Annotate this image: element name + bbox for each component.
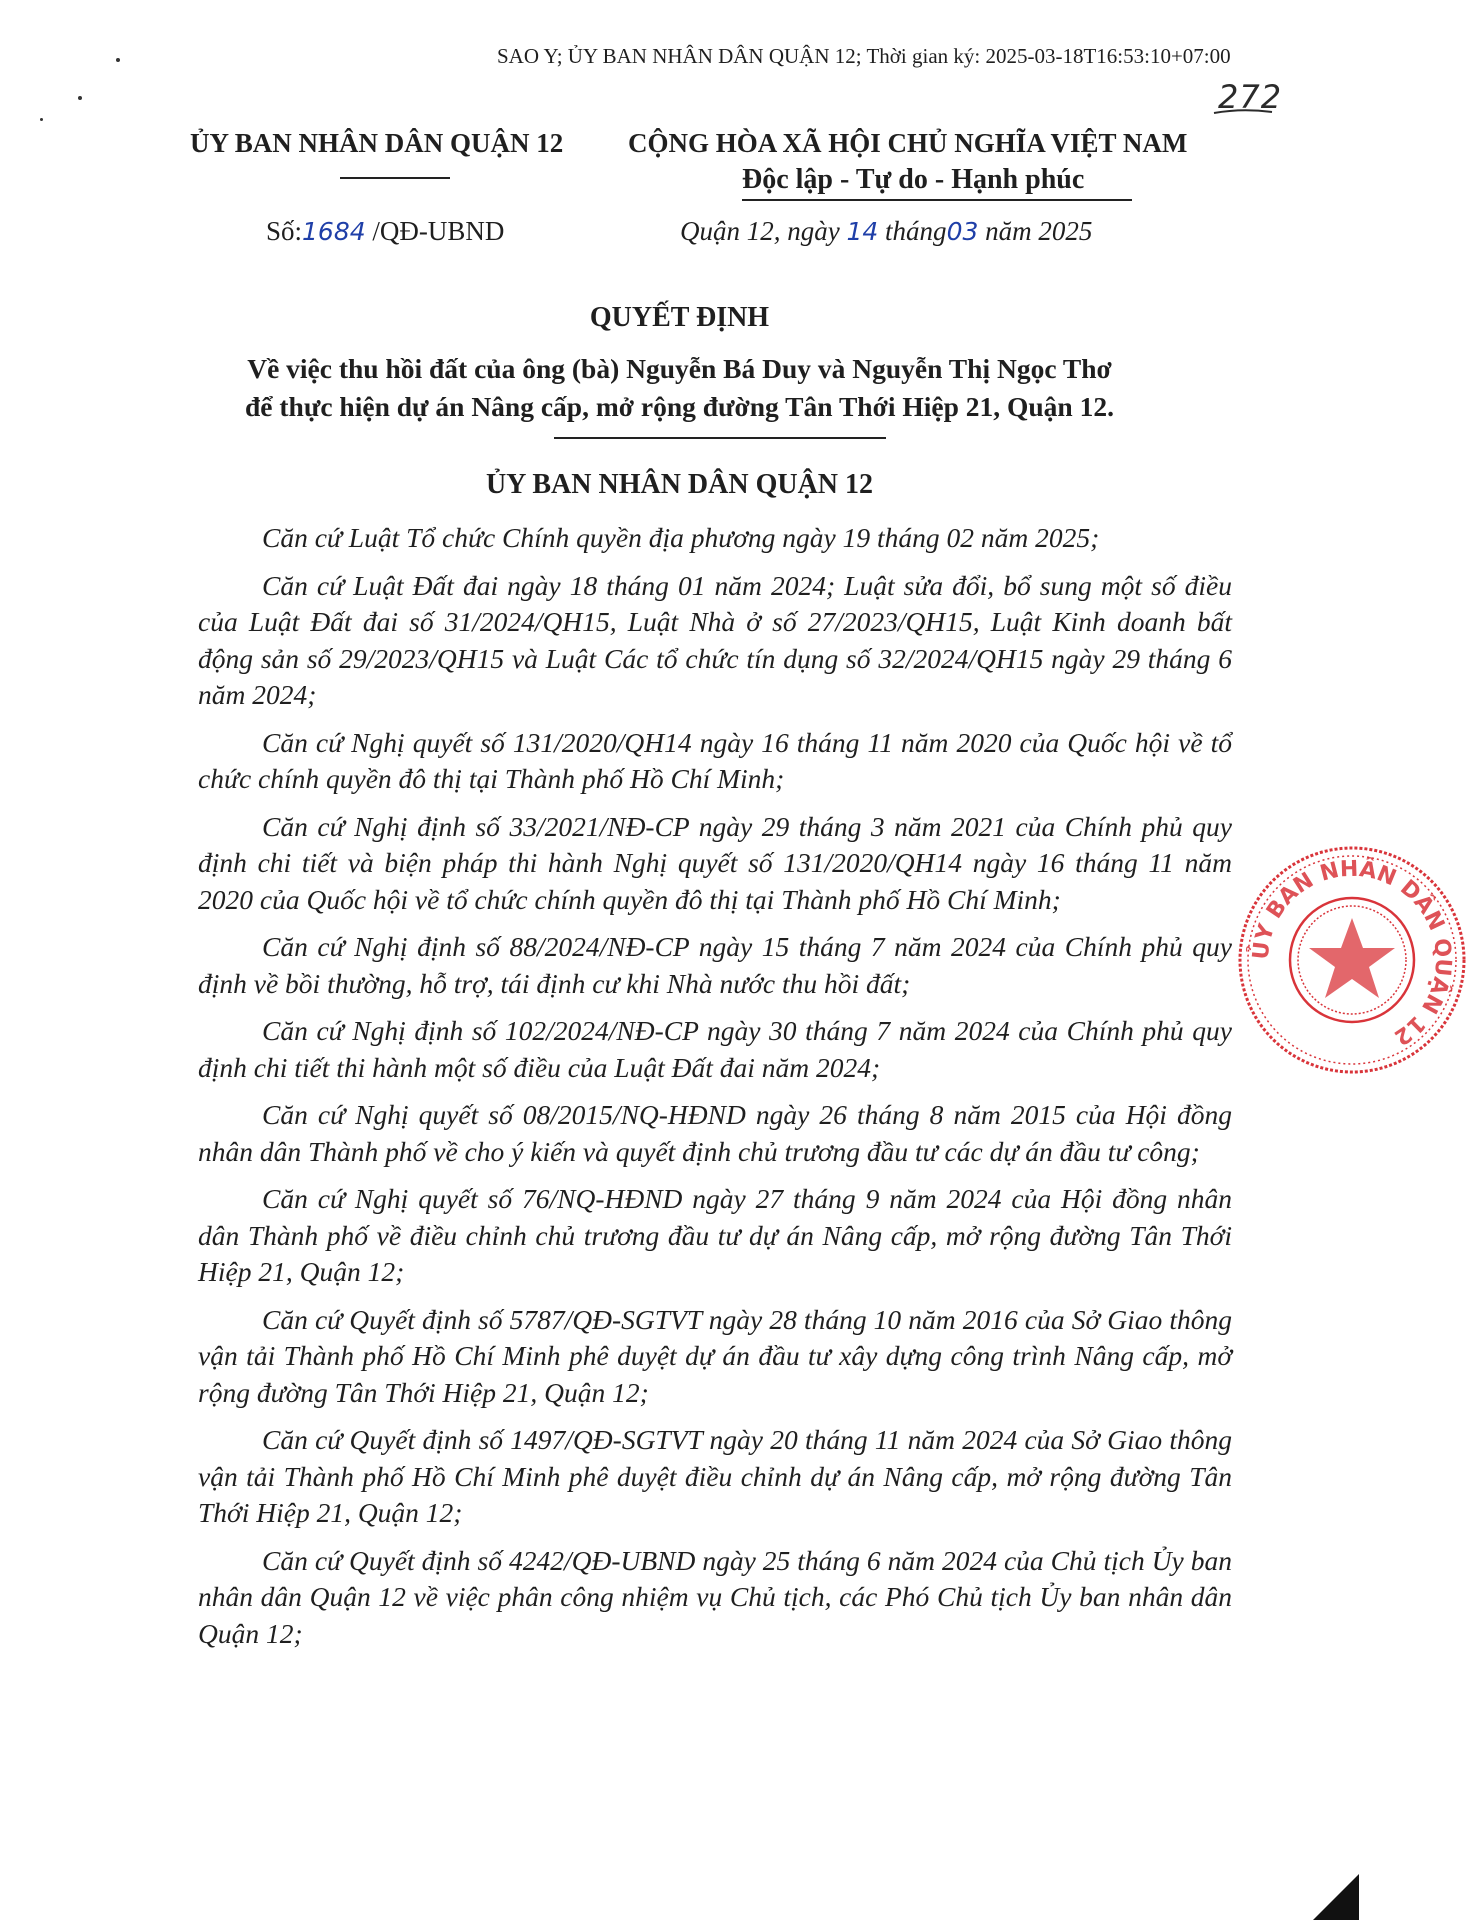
date-year: năm 2025 (985, 216, 1093, 246)
document-number (266, 216, 504, 247)
scan-corner-mark (1313, 1874, 1359, 1920)
page-number-underline (1212, 106, 1274, 116)
doc-number-suffix: /QĐ-UBND (372, 216, 505, 246)
legal-basis: Căn cứ Luật Đất đai ngày 18 tháng 01 năm 2024; Luật sửa đổi, bổ sung một số điều của Luật Đất đai số 31/2024/QH15, Luật Nhà ở số 27/2023/QH15, Luật Kinh doanh bất động sản số 29/2023/QH15 và Luật Các tổ chức tín dụng số 32/2024/QH15 ngày 29 tháng 6 năm 2024; (198, 569, 1232, 710)
motto-underline (742, 199, 1132, 201)
handwritten-page-number: 272 (1218, 78, 1283, 116)
date-month-label: tháng (885, 216, 947, 246)
subject-underline (554, 437, 886, 439)
date-place: Quận 12, ngày (680, 216, 840, 246)
subject-line-1: Về việc thu hồi đất của ông (bà) Nguyễn Bá Duy và Nguyễn Thị Ngọc Thơ (247, 353, 1112, 384)
legal-basis: Căn cứ Nghị quyết số 76/NQ-HĐND ngày 27 tháng 9 năm 2024 của Hội đồng nhân dân Thành phố về điều chỉnh chủ trương đầu tư dự án Nâng cấp, mở rộng đường Tân Thới Hiệp 21, Quận 12; (198, 1183, 1232, 1287)
document-title: QUYẾT ĐỊNH (589, 302, 770, 333)
legal-basis: Căn cứ Quyết định số 5787/QĐ-SGTVT ngày 28 tháng 10 năm 2016 của Sở Giao thông vận tải Thành phố Hồ Chí Minh phê duyệt dự án đầu tư xây dựng công trình Nâng cấp, mở rộng đường Tân Thới Hiệp 21, Quận 12; (198, 1303, 1232, 1408)
date-month-handwritten: 03 (946, 217, 979, 246)
scan-speck (40, 118, 43, 121)
national-motto: Độc lập - Tự do - Hạnh phúc (742, 164, 1085, 195)
subject-line-2: để thực hiện dự án Nâng cấp, mở rộng đường Tân Thới Hiệp 21, Quận 12. (245, 391, 1114, 422)
agency-underline (340, 177, 450, 179)
legal-basis: Căn cứ Nghị quyết số 131/2020/QH14 ngày 16 tháng 11 năm 2020 của Quốc hội về tổ chức chính quyền đô thị tại Thành phố Hồ Chí Minh; (198, 726, 1232, 794)
legal-basis: Căn cứ Quyết định số 1497/QĐ-SGTVT ngày 20 tháng 11 năm 2024 của Sở Giao thông vận tải Thành phố Hồ Chí Minh phê duyệt điều chỉnh dự án Nâng cấp, mở rộng đường Tân Thới Hiệp 21, Quận 12; (198, 1424, 1232, 1528)
legal-bases (198, 520, 1232, 1663)
doc-number-prefix: Số: (266, 216, 303, 246)
legal-basis: Căn cứ Nghị định số 102/2024/NĐ-CP ngày 30 tháng 7 năm 2024 của Chính phủ quy định chi tiết thi hành một số điều của Luật Đất đai năm 2024; (198, 1015, 1232, 1083)
doc-number-handwritten: 1684 (302, 217, 366, 246)
digital-copy-stamp: SAO Y; ỦY BAN NHÂN DÂN QUẬN 12; Thời gian ký: 2025-03-18T16:53:10+07:00 (497, 44, 1231, 68)
scan-speck (116, 58, 120, 62)
place-date-line (680, 216, 1092, 247)
national-title: CỘNG HÒA XÃ HỘI CHỦ NGHĨA VIỆT NAM (628, 128, 1188, 158)
legal-basis: Căn cứ Luật Tổ chức Chính quyền địa phương ngày 19 tháng 02 năm 2025; (262, 522, 1100, 553)
red-seal-icon (1232, 840, 1472, 1080)
issuing-agency: ỦY BAN NHÂN DÂN QUẬN 12 (190, 128, 564, 158)
scan-speck (78, 96, 82, 100)
date-day-handwritten: 14 (846, 217, 879, 246)
legal-basis: Căn cứ Nghị định số 33/2021/NĐ-CP ngày 29 tháng 3 năm 2021 của Chính phủ quy định chi tiết và biện pháp thi hành Nghị quyết số 131/2020/QH14 ngày 16 tháng 11 năm 2020 của Quốc hội về tổ chức chính quyền đô thị tại Thành phố Hồ Chí Minh; (198, 810, 1232, 915)
legal-basis: Căn cứ Quyết định số 4242/QĐ-UBND ngày 25 tháng 6 năm 2024 của Chủ tịch Ủy ban nhân dân Quận 12 về việc phân công nhiệm vụ Chủ tịch, các Phó Chủ tịch Ủy ban nhân dân Quận 12; (198, 1544, 1232, 1649)
legal-basis: Căn cứ Nghị quyết số 08/2015/NQ-HĐND ngày 26 tháng 8 năm 2015 của Hội đồng nhân dân Thành phố về cho ý kiến và quyết định chủ trương đầu tư các dự án đầu tư công; (198, 1099, 1232, 1167)
issuer-heading: ỦY BAN NHÂN DÂN QUẬN 12 (485, 469, 874, 500)
seal-text: ỦY BAN NHÂN DÂN QUẬN 12 (1248, 856, 1456, 1050)
legal-basis: Căn cứ Nghị định số 88/2024/NĐ-CP ngày 15 tháng 7 năm 2024 của Chính phủ quy định về bồi thường, hỗ trợ, tái định cư khi Nhà nước thu hồi đất; (198, 931, 1232, 999)
